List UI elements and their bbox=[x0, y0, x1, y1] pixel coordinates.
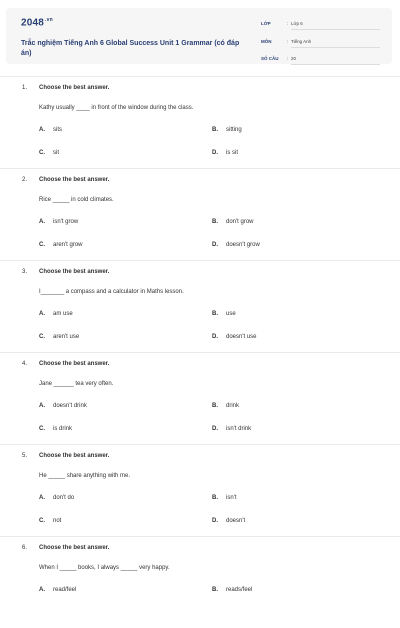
question-list bbox=[0, 76, 400, 628]
option-letter: B. bbox=[212, 219, 218, 225]
logo-suffix: .vn bbox=[45, 17, 53, 23]
option-text: don't do bbox=[53, 495, 75, 501]
option-text: aren't use bbox=[53, 334, 80, 340]
option-a[interactable] bbox=[39, 495, 74, 501]
option-text: is drink bbox=[53, 426, 73, 432]
meta-value: 20 bbox=[291, 56, 297, 61]
option-d[interactable] bbox=[212, 334, 257, 340]
question-number: 1. bbox=[22, 85, 28, 91]
option-b[interactable] bbox=[212, 495, 236, 501]
meta-class bbox=[254, 16, 380, 30]
option-text: doesn't grow bbox=[226, 242, 260, 248]
question-3 bbox=[0, 260, 400, 352]
meta-underline bbox=[291, 29, 380, 30]
question-instruction: Choose the best answer. bbox=[39, 453, 110, 459]
question-stem: He _____ share anything with me. bbox=[39, 473, 131, 479]
option-letter: D. bbox=[212, 518, 218, 524]
meta-subject bbox=[254, 34, 380, 48]
option-text: sit bbox=[53, 150, 59, 156]
option-letter: D. bbox=[212, 426, 218, 432]
option-letter: B. bbox=[212, 495, 218, 501]
question-instruction: Choose the best answer. bbox=[39, 85, 110, 91]
option-letter: C. bbox=[39, 334, 45, 340]
quiz-title: Trắc nghiệm Tiếng Anh 6 Global Success Unit 1 Grammar (có đáp án) bbox=[21, 40, 240, 57]
option-c[interactable] bbox=[39, 334, 79, 340]
question-number: 5. bbox=[22, 453, 28, 459]
question-stem: I_______ a compass and a calculator in Maths lesson. bbox=[39, 289, 184, 295]
option-a[interactable] bbox=[39, 127, 62, 133]
option-letter: C. bbox=[39, 426, 45, 432]
option-text: is sit bbox=[226, 150, 238, 156]
meta-value: Lớp 6 bbox=[291, 21, 303, 26]
option-c[interactable] bbox=[39, 150, 59, 156]
option-a[interactable] bbox=[39, 403, 87, 409]
option-a[interactable] bbox=[39, 587, 76, 593]
option-b[interactable] bbox=[212, 127, 242, 133]
question-stem: Rice _____ in cold climates. bbox=[39, 197, 114, 203]
question-stem: Jane ______ tea very often. bbox=[39, 381, 114, 387]
option-c[interactable] bbox=[39, 518, 61, 524]
question-instruction: Choose the best answer. bbox=[39, 177, 110, 183]
option-letter: A. bbox=[39, 495, 45, 501]
question-number: 4. bbox=[22, 361, 28, 367]
meta-underline bbox=[291, 47, 380, 48]
option-text: isn't grow bbox=[53, 219, 79, 225]
option-text: read/feel bbox=[53, 587, 77, 593]
option-text: drink bbox=[226, 403, 240, 409]
option-letter: A. bbox=[39, 311, 45, 317]
meta-label: SỐ CÂU bbox=[261, 56, 279, 61]
site-logo[interactable] bbox=[21, 17, 53, 28]
option-letter: B. bbox=[212, 311, 218, 317]
question-stem: Kathy usually ____ in front of the window during the class. bbox=[39, 105, 194, 111]
question-number: 6. bbox=[22, 545, 28, 551]
meta-label: MÔN bbox=[261, 39, 272, 44]
option-letter: D. bbox=[212, 150, 218, 156]
logo-text: 2048 bbox=[21, 17, 45, 29]
meta-colon: : bbox=[287, 39, 289, 44]
option-a[interactable] bbox=[39, 311, 73, 317]
option-b[interactable] bbox=[212, 311, 236, 317]
option-c[interactable] bbox=[39, 242, 83, 248]
quiz-header bbox=[6, 8, 392, 64]
option-letter: D. bbox=[212, 334, 218, 340]
option-letter: A. bbox=[39, 403, 45, 409]
option-text: reads/feel bbox=[226, 587, 253, 593]
option-text: not bbox=[53, 518, 62, 524]
question-instruction: Choose the best answer. bbox=[39, 545, 110, 551]
option-letter: D. bbox=[212, 242, 218, 248]
option-letter: A. bbox=[39, 127, 45, 133]
option-d[interactable] bbox=[212, 242, 260, 248]
option-b[interactable] bbox=[212, 587, 252, 593]
option-text: use bbox=[226, 311, 236, 317]
option-letter: B. bbox=[212, 127, 218, 133]
question-stem: When I _____ books, I always _____ very happy. bbox=[39, 565, 170, 571]
option-text: doesn't use bbox=[226, 334, 257, 340]
option-letter: A. bbox=[39, 587, 45, 593]
question-instruction: Choose the best answer. bbox=[39, 361, 110, 367]
question-5 bbox=[0, 444, 400, 536]
meta-question-count bbox=[254, 51, 380, 65]
option-text: sitting bbox=[226, 127, 242, 133]
option-text: isn't bbox=[226, 495, 237, 501]
option-a[interactable] bbox=[39, 219, 78, 225]
meta-label: LỚP bbox=[261, 21, 271, 26]
option-text: doesn't bbox=[226, 518, 246, 524]
option-d[interactable] bbox=[212, 518, 245, 524]
option-text: aren't grow bbox=[53, 242, 83, 248]
option-letter: A. bbox=[39, 219, 45, 225]
option-letter: B. bbox=[212, 587, 218, 593]
question-6 bbox=[0, 536, 400, 628]
question-number: 3. bbox=[22, 269, 28, 275]
option-text: doesn't drink bbox=[53, 403, 87, 409]
option-d[interactable] bbox=[212, 426, 251, 432]
question-4 bbox=[0, 352, 400, 444]
option-text: isn't drink bbox=[226, 426, 252, 432]
option-letter: C. bbox=[39, 518, 45, 524]
question-2 bbox=[0, 168, 400, 260]
option-text: am use bbox=[53, 311, 73, 317]
option-text: sits bbox=[53, 127, 62, 133]
question-1 bbox=[0, 76, 400, 168]
option-b[interactable] bbox=[212, 219, 254, 225]
question-instruction: Choose the best answer. bbox=[39, 269, 110, 275]
option-letter: C. bbox=[39, 242, 45, 248]
option-b[interactable] bbox=[212, 403, 239, 409]
meta-value: Tiếng Anh bbox=[291, 39, 312, 44]
option-letter: C. bbox=[39, 150, 45, 156]
meta-colon: : bbox=[287, 56, 289, 61]
option-letter: B. bbox=[212, 403, 218, 409]
question-number: 2. bbox=[22, 177, 28, 183]
meta-colon: : bbox=[287, 21, 289, 26]
meta-underline bbox=[291, 64, 380, 65]
option-text: don't grow bbox=[226, 219, 254, 225]
option-c[interactable] bbox=[39, 426, 72, 432]
option-d[interactable] bbox=[212, 150, 238, 156]
